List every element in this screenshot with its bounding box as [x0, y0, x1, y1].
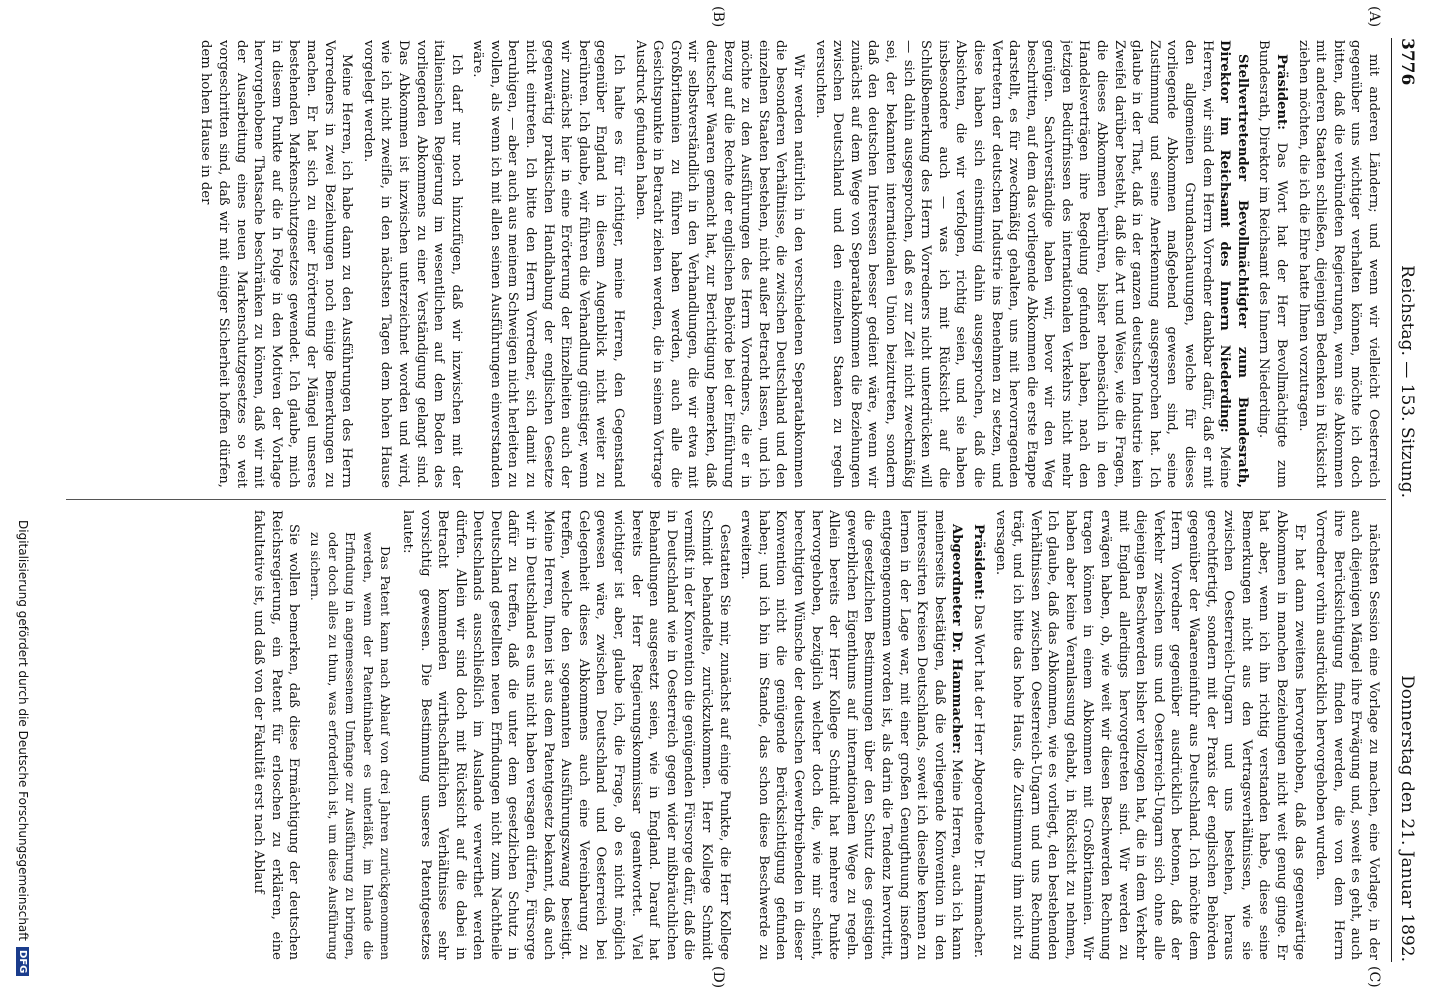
speaker-paragraph: [737, 510, 966, 960]
speaker-text: Meine Herren, wir sind dem Herrn Vorredner dankbar dafür, daß er mit den allgemeinen Grundanschauungen, welche für dieses vorliegende Abkommen maßgebend gewesen sind, seine Zustimmung und seine Anerkennung ausgesprochen hat. Ich glaube in der That, daß in der ganzen deutschen Industrie kein Zweifel darüber besteht, daß die Art und Weise, wie die Fragen, die dieses Abkommen berühren, bisher nebensächlich in den Handelsverträgen ihre Regelung gefunden haben, nach den jetzigen Bedürfnissen des internationalen Verkehrs nicht mehr genügen. Sachverständige haben wir, bevor wir den Weg beschritten, auf dem das vorliegende Abkommen die erste Etappe darstellt, es für zweckmäßig gehalten, uns mit hervorragenden Vertretern der deutschen Industrie ins Benehmen zu setzen, und diese haben sich einstimmig dahin ausgesprochen, daß die Absichten, die wir verfolgen, richtig seien, und sie haben insbesondere auch — was ich mit Rücksicht auf die Schlußbemerkung des Herrn Vorredners nicht unterdrücken will — sich dahin ausgesprochen, daß es zur Zeit nicht zweckmäßig sei, der bekannten internationalen Union beizutreten, sondern daß den deutschen Interessen besser gedient wäre, wenn wir zunächst auf dem Wege von Separatabkommen die Beziehungen zwischen Deutschland und den einzelnen Staaten zu regeln versuchten.: [812, 40, 1233, 488]
page-number: 3776: [1397, 38, 1417, 86]
quoted-paragraph: Das Patent kann nach Ablauf von drei Jahren zurückgenommen werden, wenn der Patentinhaber es unterläßt, im Inlande die Erfindung in angemessenem Umfange zur Ausführung zu bringen, oder doch alles zu thun, was erforderlich ist, um diese Ausführung zu sichern.: [307, 532, 394, 960]
running-head: [1394, 38, 1420, 962]
speaker-name: Präsident:: [1274, 54, 1290, 131]
body-paragraph: nächsten Session eine Vorlage zu machen, eine Vorlage, in der auch diejenigen Mängel ihre Erwägung und, soweit es geht, auch ihre Berücksichtigung finden werden, die von dem Herrn Vorredner vorhin ausdrücklich hervorgehoben wurden.: [1313, 510, 1381, 960]
margin-marker-c: (C): [1366, 966, 1382, 988]
speaker-text: Das Wort hat der Herr Abgeordnete Dr. Hammacher.: [970, 600, 986, 958]
footer-credit: [14, 520, 32, 980]
body-paragraph: Ich halte es für richtiger, meine Herren, den Gegenstand gegenüber England in diesem Augenblick nicht weiter zu berühren. Ich glaube, wir führen die Verhandlung günstiger, wenn wir zunächst hier in eine Erörterung der Einzelheiten auch der gegenwärtig praktischen Handhabung der englischen Gesetze nicht eintreten. Ich bitte den Herrn Vorredner, sich damit zu beruhigen, — aber auch aus meinem Schweigen nicht herleiten zu wollen, als wenn ich mit allen seinen Ausführungen einverstanden wäre.: [470, 40, 627, 488]
column-right: [72, 510, 1382, 960]
body-paragraph: mit anderen Ländern; und wenn wir vielleicht Oesterreich gegenüber uns wichtiger verhalten können, möchte ich doch bitten, daß die verbündeten Regierungen, wenn sie Abkommen mit anderen Staaten schließen, diejenigen Bedenken in Rücksicht ziehen möchten, die ich die Ehre hatte Ihnen vorzutragen.: [1295, 40, 1381, 488]
credit-text: Digitalisierung gefördert durch die Deutsche Forschungsgemeinschaft: [16, 520, 30, 942]
speaker-paragraph: [1255, 40, 1290, 488]
column-left: [72, 40, 1382, 488]
header-rule: [1391, 38, 1392, 962]
body-paragraph: Sie wollen bemerken, daß diese Ermächtigung der deutschen Reichsregierung, ein Patent für erloschen zu erklären, eine fakultative ist, und daß von der Fakultät erst nach Ablauf: [251, 510, 302, 960]
body-paragraph: Ich darf nur noch hinzufügen, daß wir inzwischen mit der italienischen Regierung im wesentlichen auf dem Boden des vorliegenden Abkommens zu einer Verständigung gelangt sind. Das Abkommen ist inzwischen unterzeichnet worden und wird, wie ich nicht zweifle, in den nächsten Tagen dem hohen Hause vorgelegt werden.: [360, 40, 464, 488]
body-paragraph: Gestatten Sie mir, zunächst auf einige Punkte, die Herr Kollege Schmidt behandelte, zurückzukommen. Herr Kollege Schmidt vermißt in der Konvention die genügenden Fürsorge dafür, daß die in Deutschland wie in Oesterreich gegen wider mißbräuchlichen Behandlungen ausgesetzt seien, wie in England. Darauf hat bereits der Herr Regierungskommissar geantwortet. Viel wichtiger ist aber, glaube ich, die Frage, ob es nicht möglich gewesen wäre, zwischen Deutschland und Oesterreich bei Gelegenheit dieses Abkommens auch eine Vereinbarung zu treffen, welche den sogenannten Ausführungszwang beseitigt. Meine Herren, Ihnen ist aus dem Patentgesetz bekannt, daß auch wir in Deutschland es uns nicht haben versagen dürfen, Fürsorge dafür zu treffen, daß die unter dem gesetzlichen Schutz in Deutschland gestellten neuen Erfindungen nicht zum Nachtheile Deutschlands ausschließlich im Auslande verwerthet werden dürfen. Allein wir sind doch mit Rücksicht auf die dabei in Betracht kommenden wirthschaftlichen Verhältnisse sehr vorsichtig gewesen. Die Bestimmung unseres Patentgesetzes lautet:: [399, 510, 732, 960]
speaker-name: Abgeordneter Dr. Hammacher:: [949, 524, 965, 754]
speaker-name: Stellvertretender Bevollmächtigter zum Bundesrath, Direktor im Reichsamt des Innern Niederding:: [1217, 40, 1250, 488]
speaker-paragraph: [969, 510, 987, 960]
margin-marker-a: (A): [1366, 6, 1382, 28]
column-divider: [66, 499, 1386, 500]
date-line: Donnerstag den 21. Januar 1892.: [1397, 675, 1417, 962]
body-paragraph: Er hat dann zweitens hervorgehoben, daß das gegenwärtige Abkommen in manchen Beziehungen nicht weit genug ginge. Er hat aber, wenn ich ihn richtig verstanden habe, diese seine Bemerkungen nicht aus den Vertragsverhältnissen, wie sie zwischen Oesterreich-Ungarn und uns bestehen, heraus gerechtfertigt, sondern mit der Praxis der englischen Behörden gegenüber der Waareneinfuhr aus Deutschland. Ich möchte dem Herrn Vorredner gegenüber ausdrücklich betonen, daß der Verkehr zwischen uns und Oesterreich-Ungarn sich ohne alle diejenigen Beschwerden bisher vollzogen hat, die in dem Verkehr mit England allerdings hervorgetreten sind. Wir werden zu erwägen haben, ob, wie weit wir diesen Beschwerden Rechnung tragen können in einem Abkommen mit Großbritannien. Wir haben aber keine Veranlassung gehabt, in Rücksicht zu nehmen, Ich glaube, daß das Abkommen, wie es vorliegt, den bestehenden Verhältnissen zwischen Oesterreich-Ungarn und uns Rechnung trägt, und ich bitte das hohe Haus, die Zustimmung ihm nicht zu versagen.: [992, 510, 1307, 960]
margin-marker-b: (B): [710, 6, 726, 28]
dfg-logo-icon: DFG: [17, 947, 30, 976]
margin-marker-d: (D): [710, 966, 726, 989]
speaker-name: Präsident:: [970, 524, 986, 601]
speaker-text: Das Wort hat der Herr Bevollmächtigte zum Bundesrath, Direktor im Reichsamt des Innern Niederding.: [1256, 40, 1290, 488]
body-paragraph: Meine Herren, ich habe dann zu den Ausführungen des Herrn Vorredners in zwei Beziehungen noch einige Bemerkungen zu machen. Er hat sich zu einer Erörterung der Mängel unseres bestehenden Markenschutzgesetzes gewendet. Ich glaube, mich in diesem Punkte auf die In Folge in den Motiven der Vorlage hervorgehobene Thatsache beschränken zu können, daß wir mit der Ausarbeitung eines neuen Markenschutzgesetzes so weit vorgeschritten sind, daß wir mit einiger Sicherheit hoffen dürfen, dem hohen Hause in der: [198, 40, 355, 488]
session-title: Reichstag. — 153. Sitzung.: [1397, 265, 1417, 499]
speaker-paragraph: [811, 40, 1251, 488]
speaker-text: Meine Herren, auch ich kann meinerseits bestätigen, daß die vorliegende Konvention in den interessirten Kreisen Deutschlands, soweit ich dieselbe kennen zu lernen in der Lage war, mit einer großen Genugthuung insofern entgegengenommen worden ist, als darin die Tendenz hervortritt, die gesetzlichen Bestimmungen über den Schutz des geistigen gewerblichen Eigenthums auf internationalem Wege zu regeln. Allein bereits der Herr Kollege Schmidt hat mehrere Punkte hervorgehoben, bezüglich welcher doch die, wie mir scheint, berechtigten Wünsche der deutschen Gewerbtreibenden in dieser Konvention nicht die genügende Berücksichtigung gefunden haben; und ich bin im Stande, das schon diese Beschwerde zu erweitern.: [738, 510, 965, 960]
body-paragraph: Wir werden natürlich in den verschiedenen Separatabkommen die besonderen Verhältnisse, die zwischen Deutschland und den einzelnen Staaten bestehen, nicht außer Betracht lassen, und ich möchte zu den Ausführungen des Herrn Vorredners, die er in Bezug auf die Rechte der englischen Behörde bei der Einführung deutscher Waaren gemacht hat, zur Berichtigung bemerken, daß wir selbstverständlich in den Verhandlungen, die wir etwa mit Großbritannien zu führen haben werden, auch alle die Gesichtspunkte in Betracht ziehen werden, die in seinem Vortrage Ausdruck gefunden haben.: [632, 40, 806, 488]
